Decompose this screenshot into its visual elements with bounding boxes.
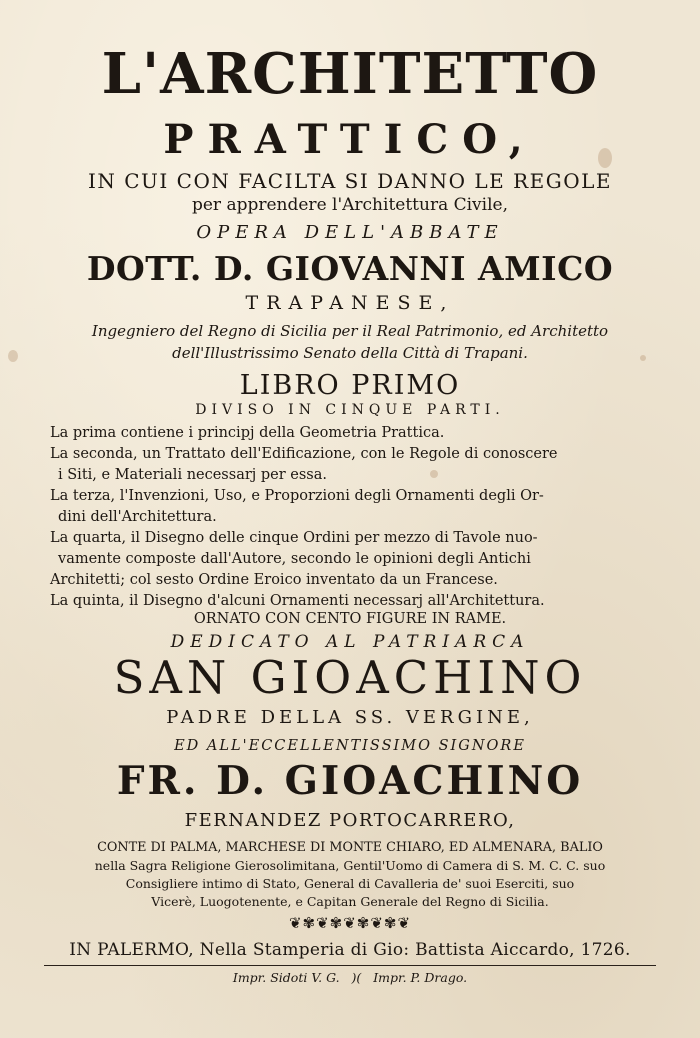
ornato-line: ORNATO CON CENTO FIGURE IN RAME. [193, 611, 507, 627]
part-line: La prima contiene i principj della Geometria Prattica. [50, 425, 445, 441]
imprimatur-line: Impr. Sidoti V. G. )( Impr. P. Drago. [232, 970, 468, 985]
book-subheading: DIVISO IN CINQUE PARTI. [195, 402, 505, 418]
subtitle-line2: per apprendere l'Architettura Civile, [191, 195, 509, 215]
fleuron-ornament: ❦✾❦✾❦✾❦✾❦ [288, 914, 412, 932]
saint-subtitle: PADRE DELLA SS. VERGINE, [166, 707, 534, 728]
author-role-line1: Ingegniero del Regno di Sicilia per il Real Patrimonio, ed Architetto [91, 322, 609, 340]
subtitle-line1: IN CUI CON FACILTA SI DANNO LE REGOLE [87, 169, 613, 193]
dedication-line1: DEDICATO AL PATRIARCA [170, 632, 530, 652]
dedication-line2: ED ALL'ECCELLENTISSIMO SIGNORE [174, 738, 526, 754]
imprint-rule [44, 965, 656, 966]
opera-line: OPERA DELL'ABBATE [196, 222, 504, 243]
main-title-line2: PRATTICO, [163, 116, 537, 163]
part-line: La quarta, il Disegno delle cinque Ordini per mezzo di Tavole nuo- [50, 530, 538, 546]
imprint-line: IN PALERMO, Nella Stamperia di Gio: Battista Aiccardo, 1726. [69, 940, 631, 960]
patron-surname: FERNANDEZ PORTOCARRERO, [184, 810, 516, 831]
part-line: La terza, l'Invenzioni, Uso, e Proporzioni degli Ornamenti degli Or- [50, 488, 544, 504]
author-name: DOTT. D. GIOVANNI AMICO [86, 249, 614, 288]
patron-titles-line: CONTE DI PALMA, MARCHESE DI MONTE CHIARO, ED ALMENARA, BALIO [97, 840, 603, 855]
patron-name: FR. D. GIOACHINO [116, 758, 584, 804]
part-line: dini dell'Architettura. [58, 509, 217, 525]
book-heading: LIBRO PRIMO [239, 370, 461, 401]
parts-list [50, 423, 558, 612]
saint-name: SAN GIOACHINO [113, 651, 587, 704]
patron-titles-line: Vicerè, Luogotenente, e Capitan Generale del Regno di Sicilia. [151, 894, 549, 909]
patron-titles-line: Consigliere intimo di Stato, General di Cavalleria de' suoi Eserciti, suo [125, 876, 575, 891]
main-title-line1: L'ARCHITETTO [101, 41, 599, 107]
part-line: Architetti; col sesto Ordine Eroico inventato da un Francese. [50, 572, 498, 588]
part-line: La seconda, un Trattato dell'Edificazione, con le Regole di conoscere [50, 446, 558, 462]
author-role-line2: dell'Illustrissimo Senato della Città di Trapani. [172, 344, 528, 362]
author-origin: TRAPANESE, [245, 292, 455, 314]
part-line: i Siti, e Materiali necessarj per essa. [58, 467, 327, 483]
patron-titles-line: nella Sagra Religione Gierosolimitana, Gentil'Uomo di Camera di S. M. C. C. suo [94, 858, 606, 873]
part-line: La quinta, il Disegno d'alcuni Ornamenti necessarj all'Architettura. [50, 593, 545, 609]
part-line: vamente composte dall'Autore, secondo le opinioni degli Antichi [58, 551, 531, 567]
